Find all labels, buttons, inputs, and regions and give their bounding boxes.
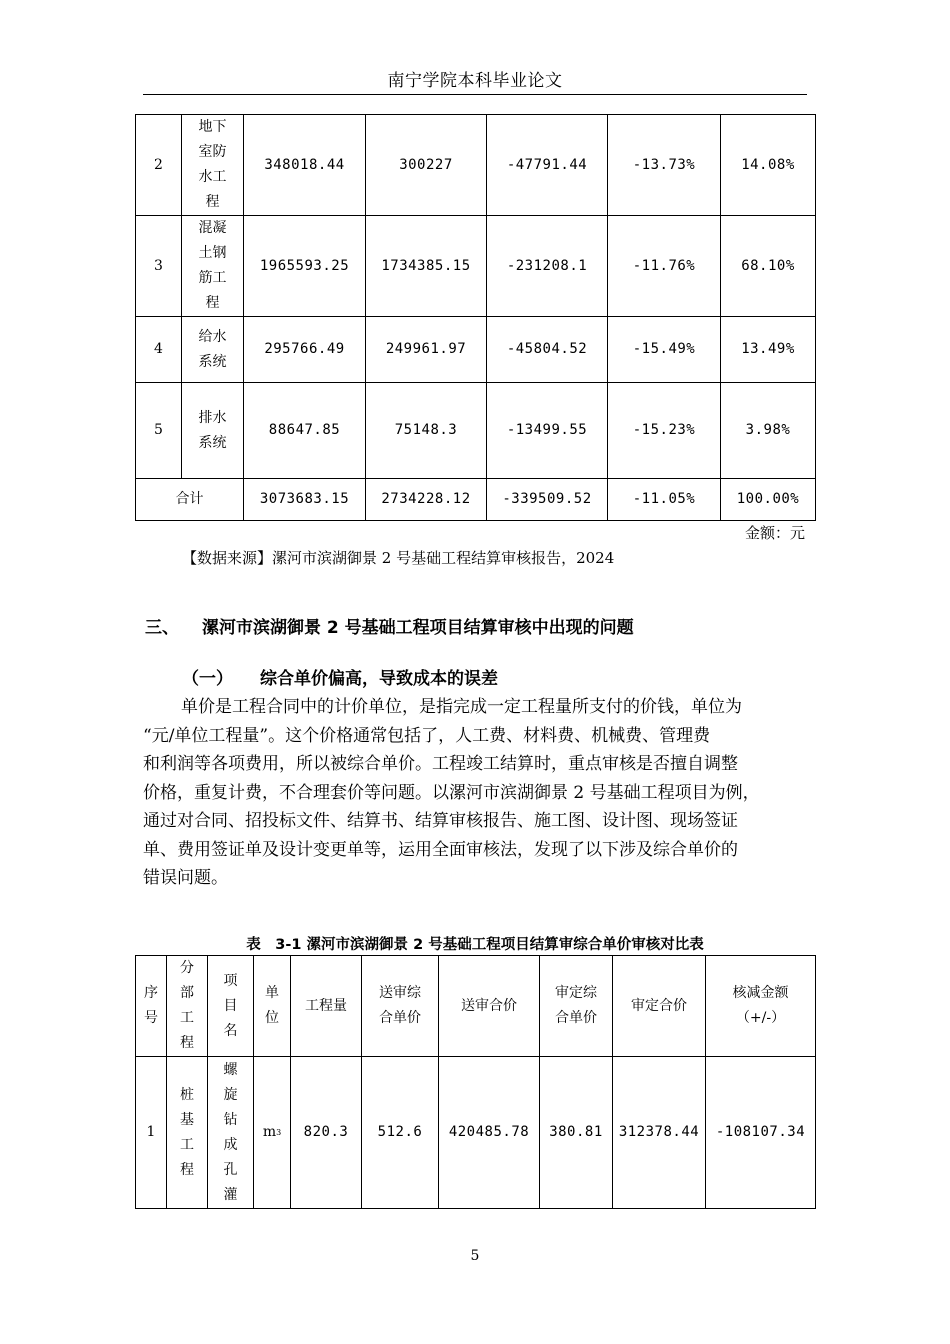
subsection-number: （一） <box>182 669 233 689</box>
header-submitted-price: 送审综 合单价 <box>362 956 439 1057</box>
table-total-row <box>136 479 816 521</box>
paragraph-line: 和利润等各项费用，所以被综合单价。工程竣工结算时，重点审核是否擅自调整 <box>143 754 738 774</box>
section-heading <box>145 613 634 638</box>
row-item: 螺 旋 钻 成 孔 灌 <box>208 1057 254 1209</box>
header-reduction: 核减金额 （+/-） <box>706 956 816 1057</box>
row-name: 排水 系统 <box>182 383 244 479</box>
row-number: 1 <box>136 1057 167 1209</box>
data-source-note: 【数据来源】漯河市滨湖御景 2 号基础工程结算审核报告，2024 <box>182 549 615 567</box>
subsection-heading <box>182 664 498 689</box>
cell-reduction-rate: -13.73% <box>608 115 721 216</box>
header-quantity: 工程量 <box>291 956 362 1057</box>
row-reduction: -108107.34 <box>706 1057 816 1209</box>
table-caption: 表 3-1 漯河市滨湖御景 2 号基础工程项目结算审综合单价审核对比表 <box>246 937 704 953</box>
header-no: 序 号 <box>136 956 167 1057</box>
table-row <box>136 1057 816 1209</box>
subsection-title: 综合单价偏高，导致成本的误差 <box>260 669 498 689</box>
row-submitted-price: 512.6 <box>362 1057 439 1209</box>
cell-submitted: 1965593.25 <box>244 216 366 317</box>
row-number: 5 <box>136 383 182 479</box>
paragraph-line: 通过对合同、招投标文件、结算书、结算审核报告、施工图、设计图、现场签证 <box>143 811 738 831</box>
cell-share: 3.98% <box>721 383 816 479</box>
paragraph-line: 单价是工程合同中的计价单位，是指完成一定工程量所支付的价钱，单位为 <box>181 697 742 717</box>
cell-approved: 1734385.15 <box>366 216 487 317</box>
header-item: 项 目 名 <box>208 956 254 1057</box>
total-reduction: -339509.52 <box>487 479 608 521</box>
table-row <box>136 115 816 216</box>
row-part: 桩 基 工 程 <box>167 1057 208 1209</box>
section-title: 漯河市滨湖御景 2 号基础工程项目结算审核中出现的问题 <box>202 618 634 638</box>
page-number: 5 <box>470 1248 480 1264</box>
total-reduction-rate: -11.05% <box>608 479 721 521</box>
header-unit: 单 位 <box>254 956 291 1057</box>
cell-submitted: 295766.49 <box>244 317 366 383</box>
cell-share: 68.10% <box>721 216 816 317</box>
cell-reduction: -45804.52 <box>487 317 608 383</box>
table-row <box>136 317 816 383</box>
row-name: 给水 系统 <box>182 317 244 383</box>
table-row <box>136 216 816 317</box>
paragraph-line: 错误问题。 <box>143 868 228 888</box>
table-header-row <box>136 956 816 1057</box>
table-row <box>136 383 816 479</box>
cell-reduction-rate: -11.76% <box>608 216 721 317</box>
section-number: 三、 <box>145 618 179 638</box>
total-approved: 2734228.12 <box>366 479 487 521</box>
cell-share: 13.49% <box>721 317 816 383</box>
cell-submitted: 88647.85 <box>244 383 366 479</box>
unit-price-review-table <box>135 955 816 1209</box>
row-number: 2 <box>136 115 182 216</box>
paragraph-line: “元/单位工程量”。这个价格通常包括了，人工费、材料费、机械费、管理费 <box>143 725 711 746</box>
cell-reduction: -47791.44 <box>487 115 608 216</box>
header-approved-total: 审定合价 <box>613 956 706 1057</box>
cell-reduction: -13499.55 <box>487 383 608 479</box>
total-share: 100.00% <box>721 479 816 521</box>
header-rule <box>143 94 807 95</box>
paragraph-line: 单、费用签证单及设计变更单等，运用全面审核法，发现了以下涉及综合单价的 <box>143 839 738 860</box>
cell-approved: 300227 <box>366 115 487 216</box>
page-header-title: 南宁学院本科毕业论文 <box>387 71 563 91</box>
row-unit: $m^3$ <box>254 1057 291 1209</box>
cell-reduction: -231208.1 <box>487 216 608 317</box>
cell-share: 14.08% <box>721 115 816 216</box>
cell-approved: 75148.3 <box>366 383 487 479</box>
cost-comparison-table <box>135 114 816 521</box>
header-submitted-total: 送审合价 <box>439 956 540 1057</box>
row-quantity: 820.3 <box>291 1057 362 1209</box>
header-part: 分 部 工 程 <box>167 956 208 1057</box>
cell-reduction-rate: -15.49% <box>608 317 721 383</box>
row-approved-total: 312378.44 <box>613 1057 706 1209</box>
row-number: 3 <box>136 216 182 317</box>
row-name: 混凝 土钢 筋工 程 <box>182 216 244 317</box>
row-approved-price: 380.81 <box>540 1057 613 1209</box>
row-number: 4 <box>136 317 182 383</box>
cell-approved: 249961.97 <box>366 317 487 383</box>
total-submitted: 3073683.15 <box>244 479 366 521</box>
row-submitted-total: 420485.78 <box>439 1057 540 1209</box>
table-unit-note: 金额：元 <box>744 524 805 542</box>
paragraph-line: 价格，重复计费，不合理套价等问题。以漯河市滨湖御景 2 号基础工程项目为例， <box>143 782 760 803</box>
cell-submitted: 348018.44 <box>244 115 366 216</box>
row-name: 地下 室防 水工 程 <box>182 115 244 216</box>
header-approved-price: 审定综 合单价 <box>540 956 613 1057</box>
body-paragraph <box>143 693 807 893</box>
cell-reduction-rate: -15.23% <box>608 383 721 479</box>
total-label: 合计 <box>136 479 244 521</box>
